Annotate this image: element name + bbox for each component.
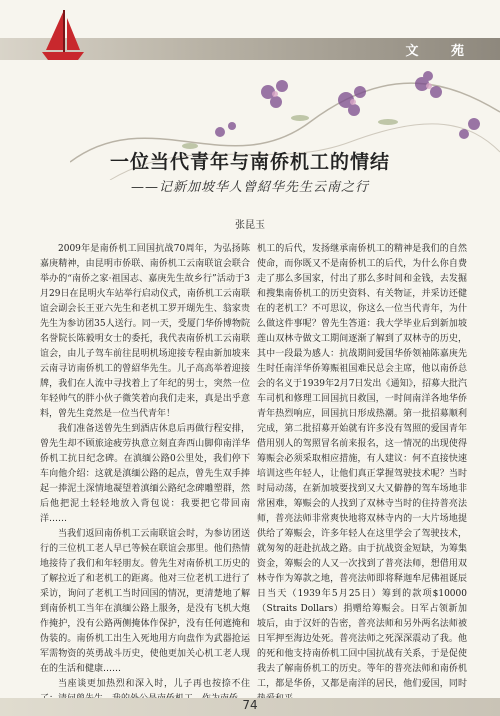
page-number: 74 <box>242 698 258 712</box>
paragraph: 我们准备送曾先生到酒店休息后再做行程安排，曾先生却不顾旅途疲劳执意立刻直奔西山脚仰南洋华侨机工抗日纪念碑。在滇缅公路0公里处，我们停下车向他介绍：这就是滇缅公路的起点，曾先生双手捧起一捧泥土深情地凝望着滇缅公路纪念碑雕塑群，然后他把泥土轻轻地放入背包说：我要把它带回南洋…… <box>40 424 250 524</box>
paragraph: 机工的后代，发扬继承南侨机工的精神是我们的自然使命，而你既又不是南侨机工的后代，为什么你自费走了那么多国家，付出了那么多时间和金钱，去发掘和搜集南侨机工的历史资料、有关物证，并采访还健在的老机工？不可思议，你这么一位当代青年，为什么做这件事呢？曾先生答道：我大学毕业后到新加坡莲山双林寺做文工期间逐渐了解到了双林寺的历史，其中一段最为感人：抗战期间爱国华侨领袖陈嘉庚先生时任南洋华侨筹赈祖国难民总会主席，他以南侨总会的名义于1939年2月7日发出《通知》，招募大批汽车司机和修理工回国抗日救国，一时间南洋各地华侨青年热烈响应，回国抗日形成热潮。第一批招募顺利完成，第二批招募开始就有许多没有驾照的爱国青年借用别人的驾照冒名前来报名，这一情况的出现使得筹赈会必须采取相应措施，有人建议：何不直接快速培训这些年轻人，让他们真正掌握驾驶技术呢？当时时局动荡，在新加坡要找到又大又僻静的驾车场地非常困难，筹赈会的人找到了双林寺当时的住持普亮法师，普亮法师非常爽快地将双林寺内的一大片场地提供给了筹赈会，许多年轻人在这里学会了驾驶技术，就匆匆的赶赴抗战之路。由于抗战资金短缺，为筹集资金，筹赈会的人又一次找到了普亮法师，想借用双林寺作为筹款之地，普亮法师即将释迦牟尼佛祖诞辰日当天（1939年5月25日）筹到的款项$10000（Straits Dollars）捐赠给筹赈会。日军占领新加坡后，由于汉奸的告密，普亮法师和另外两名法师被日军押至海边处死。普亮法师之死深深震动了我。他的死和他支持南侨机工回中国抗战有关系，于是促使我去了解南侨机工的历史。等年的普亮法师和南侨机工，都是华侨，又都是南洋的居民，他们爱国，同时 <box>257 244 467 689</box>
body-column-right <box>257 242 467 689</box>
paragraph: 当我们返回南侨机工云南联谊会时，为参访团送行的三位机工老人早已等候在联谊会那里。他们热情地接待了我们和年轻朋友。曾先生对南侨机工历史的了解拉近了和老机工的距离。他对三位老机工进行了采访，询问了老机工当时回国的情况，更清楚地了解到南侨机工当年在滇缅公路上服务，是没有飞机大炮作掩护，没有公路两侧掩体作保护，没有任何遮掩和伪装的。南侨机工出生入死地用方向盘作为武器抢运军需物资的英勇战斗历史，使他更加关心机工老人现在的生活和健康…… <box>40 529 250 674</box>
body-column-left <box>40 242 250 689</box>
author-byline: 张昆玉 <box>235 220 265 231</box>
paragraph: 当座谈更加热烈和深入时，儿子再也按捺不住 <box>58 679 250 689</box>
article-title: 一位当代青年与南侨机工的情结 <box>109 151 390 173</box>
article-subtitle: ——记新加坡华人曾紹华先生云南之行 <box>130 180 369 195</box>
paragraph: 2009年是南侨机工回国抗战70周年，为弘扬陈嘉庚精神，由昆明市侨联、南侨机工云南联谊会联合举办的“南侨之家·祖国志、嘉庚先生故乡行”活动于3月29日在昆明火车站举行启动仪式，南侨机工云南联谊会副会长王亚六先生和老机工罗开瑚先生、翁家贵先生为参访团35人送行。同一天，受厦门华侨博物院名誉院长陈毅明女士的委托，我代表南侨机工云南联谊会，由儿子驾车前往昆明机场迎接专程由新加坡来云南寻访南侨机工的曾紹华先生。儿子高高举着迎接牌，我们在人流中寻找着上了年纪的男士，突然一位年轻帅气的胖小伙子微笑着向我们走来，真是出乎意料，曾先生竟然是一位当代青年！ <box>40 244 250 419</box>
sailboat-icon <box>38 6 88 66</box>
section-label: 文 苑 <box>405 44 478 59</box>
